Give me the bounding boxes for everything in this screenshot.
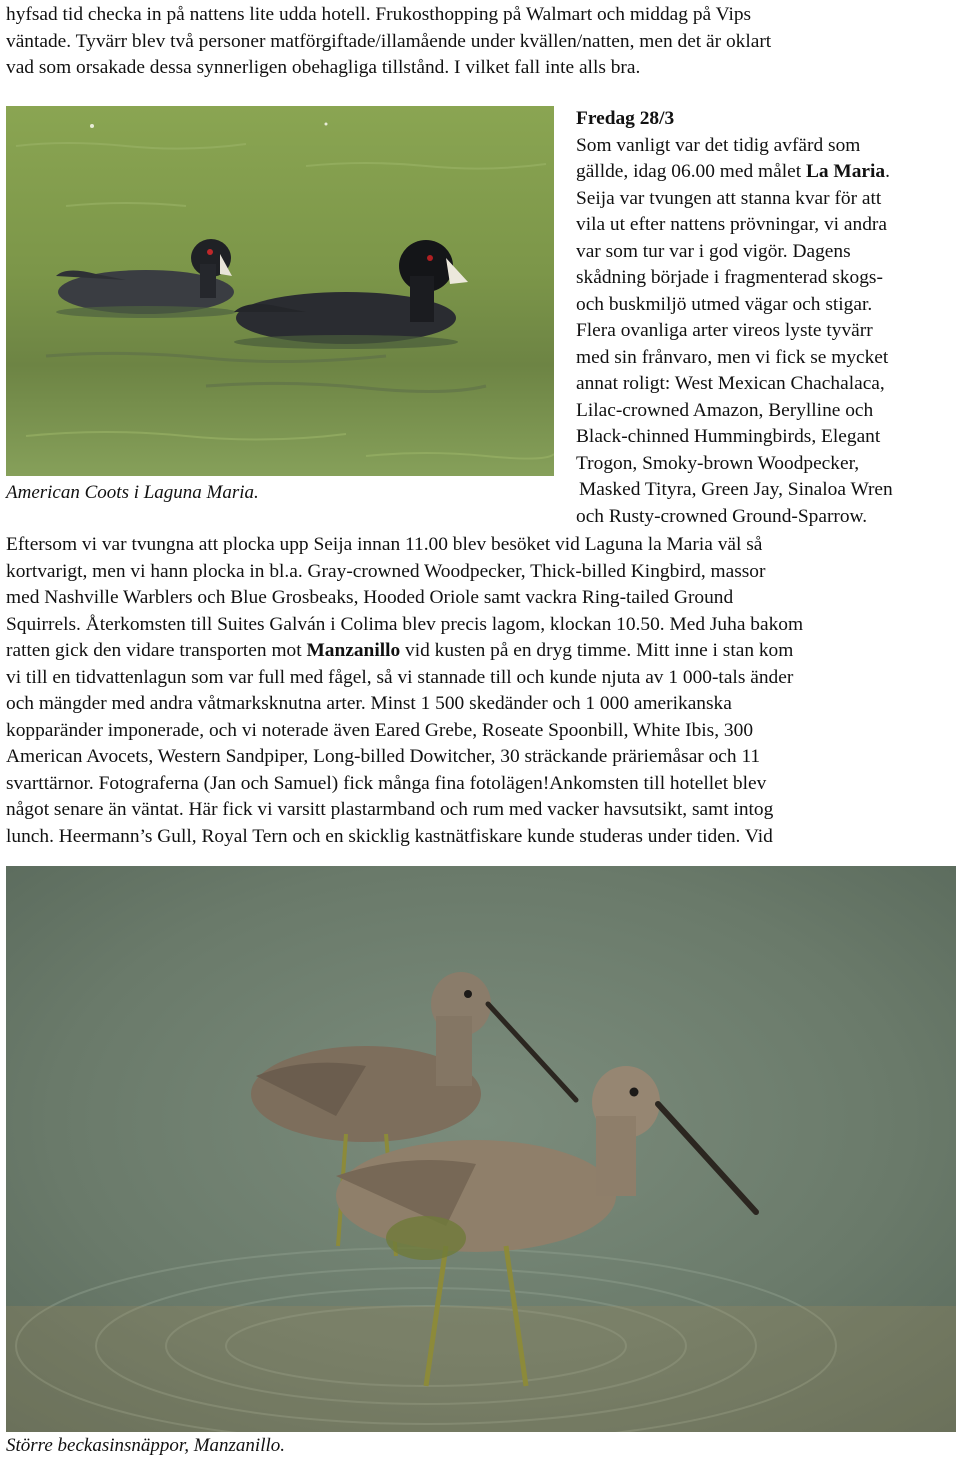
text-line: och mängder med andra våtmarksknutna arter. Minst 1 500 skedänder och 1 000 amerikanska — [6, 693, 732, 714]
text-line: Masked Tityra, Green Jay, Sinaloa Wren — [579, 479, 893, 500]
text-line: ratten gick den vidare transporten mot Manzanillo vid kusten på en dryg timme. Mitt inne i stan kom — [6, 640, 794, 661]
text-line: Trogon, Smoky-brown Woodpecker, — [576, 452, 860, 474]
intro-line: väntade. Tyvärr blev två personer matförgiftade/illamående under kvällen/natten, men det är oklart — [6, 30, 772, 52]
text-line: svarttärnor. Fotograferna (Jan och Samuel) fick många fina fotolägen!Ankomsten till hotellet blev — [6, 772, 767, 794]
text-line: vila ut efter nattens prövningar, vi andra — [576, 214, 887, 235]
text-line: Squirrels. Återkomsten till Suites Galván i Colima blev precis lagom, klockan 10.50. Med Juha bakom — [6, 613, 804, 635]
dowitchers-photo — [6, 866, 956, 1432]
text-line: och buskmiljö utmed vägar och stigar. — [576, 293, 873, 315]
text-line: Black-chinned Hummingbirds, Elegant — [576, 426, 881, 447]
american-coots-photo — [6, 106, 554, 476]
text-line: och Rusty-crowned Ground-Sparrow. — [576, 505, 868, 527]
intro-line: hyfsad tid checka in på nattens lite udda hotell. Frukosthopping på Walmart och middag på Vips — [6, 4, 752, 25]
text-line: kortvarigt, men vi hann plocka in bl.a. Gray-crowned Woodpecker, Thick-billed Kingbird, massor — [6, 560, 766, 582]
text-line: skådning började i fragmenterad skogs- — [576, 267, 883, 288]
day-heading: Fredag 28/3 — [576, 108, 675, 129]
text-line: kopparänder imponerade, och vi noterade även Eared Grebe, Roseate Spoonbill, White Ibis, 300 — [6, 719, 754, 741]
coots-illustration — [6, 106, 554, 476]
text-line: vi till en tidvattenlagun som var full med fågel, så vi stannade till och kunde njuta av 1 000-tals änder — [6, 666, 794, 688]
dowitchers-illustration — [6, 866, 956, 1432]
photo2-caption: Större beckasinsnäppor, Manzanillo. — [6, 1435, 286, 1456]
text-line: något senare än väntat. Här fick vi varsitt plastarmband och rum med vacker havsutsikt, samt intog — [6, 799, 774, 820]
text-line: Seija var tvungen att stanna kvar för att — [576, 187, 882, 209]
text-line: gällde, idag 06.00 med målet La Maria. — [576, 161, 890, 182]
intro-line: vad som orsakade dessa synnerligen obehagliga tillstånd. I vilket fall inte alls bra. — [6, 57, 641, 78]
text-line: American Avocets, Western Sandpiper, Long-billed Dowitcher, 30 sträckande präriemåsar och 11 — [6, 746, 761, 767]
text-line: Lilac-crowned Amazon, Berylline och — [576, 399, 874, 421]
photo1-caption: American Coots i Laguna Maria. — [6, 482, 259, 503]
text-line: Som vanligt var det tidig avfärd som — [576, 134, 861, 156]
text-line: med sin frånvaro, men vi fick se mycket — [576, 346, 889, 368]
place-name: Manzanillo — [306, 640, 401, 661]
text-line: med Nashville Warblers och Blue Grosbeaks, Hooded Oriole samt vackra Ring-tailed Ground — [6, 587, 734, 608]
text-line: Flera ovanliga arter vireos lyste tyvärr — [576, 320, 873, 341]
friday-section — [576, 106, 960, 530]
text-line: Eftersom vi var tvungna att plocka upp Seija innan 11.00 blev besöket vid Laguna la Maria väl så — [6, 534, 763, 555]
text-line: var som tur var i god vigör. Dagens — [576, 240, 851, 262]
friday-paragraph — [576, 133, 960, 531]
place-name: La Maria — [805, 161, 886, 182]
text-line: lunch. Heermann’s Gull, Royal Tern och en skicklig kastnätfiskare kunde studeras under tiden. Vid — [6, 825, 773, 847]
text-line: annat roligt: West Mexican Chachalaca, — [576, 373, 885, 394]
intro-paragraph — [6, 2, 951, 82]
main-paragraph — [6, 532, 956, 850]
